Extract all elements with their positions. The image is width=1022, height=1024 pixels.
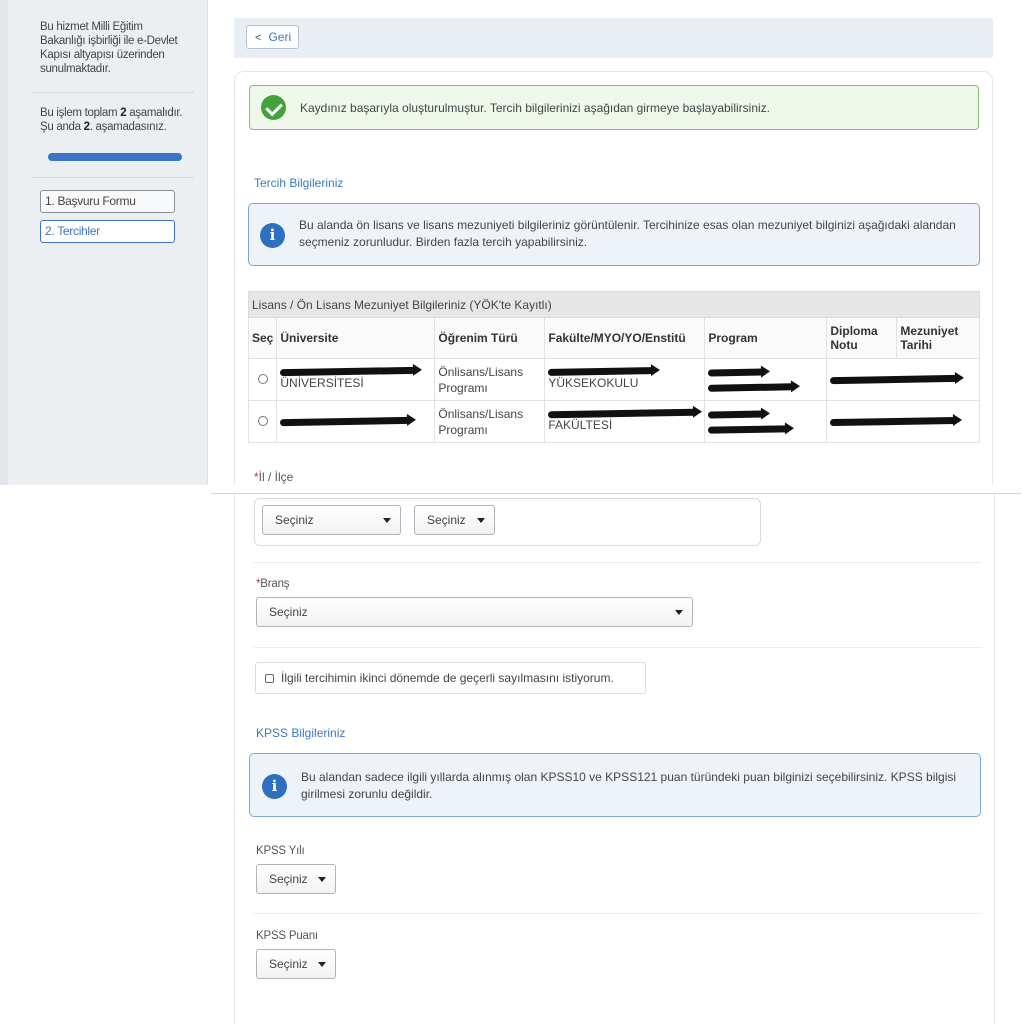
breadcrumb-bar: [234, 18, 993, 58]
step-basvuru-formu[interactable]: 1. Başvuru Formu: [40, 190, 175, 213]
check-circle-icon: [261, 95, 286, 120]
tercih-info-text: Bu alanda ön lisans ve lisans mezuniyeti bilgileriniz görüntülenir. Tercihinize esas olan mezuniyet bilginizi aşağıdaki alandan seçmeniz zorunludur. Birden fazla tercih yapabilirsiniz.: [299, 218, 956, 249]
table-caption: Lisans / Ön Lisans Mezuniyet Bilgileriniz (YÖK'te Kayıtlı): [249, 292, 980, 318]
redaction-mark: [708, 410, 766, 418]
left-edge: [0, 0, 8, 485]
info-icon: i: [262, 774, 287, 799]
step-tercihler[interactable]: 2. Tercihler: [40, 220, 175, 243]
redaction-mark: [280, 417, 412, 426]
info-icon: i: [260, 223, 285, 248]
col-header: Mezuniyet Tarihi: [897, 318, 980, 359]
redaction-mark: [708, 368, 766, 376]
caret-down-icon: [477, 518, 485, 523]
tercih-info-box: [248, 203, 980, 266]
universite-cell: ÜNİVERSİTESİ: [280, 376, 364, 390]
top-screenshot: [0, 0, 1022, 485]
redaction-mark: [280, 367, 418, 376]
ogrenim-cell: Önlisans/Lisans Programı: [435, 359, 545, 401]
brans-select[interactable]: Seçiniz: [256, 597, 693, 627]
caret-down-icon: [318, 877, 326, 882]
fakulte-cell: FAKÜLTESİ: [548, 418, 613, 432]
redaction-mark: [708, 383, 796, 392]
graduation-table: [248, 291, 980, 443]
redaction-mark: [830, 375, 960, 384]
col-header: Diploma Notu: [827, 318, 897, 359]
fakulte-cell: YÜKSEKOKULU: [548, 376, 639, 390]
success-message: Kaydınız başarıyla oluşturulmuştur. Tercih bilgilerinizi aşağıdan girmeye başlayabilirsiniz.: [300, 101, 770, 115]
ilce-select[interactable]: Seçiniz: [414, 505, 495, 535]
kpss-section-title: KPSS Bilgileriniz: [256, 726, 346, 740]
divider: [254, 562, 982, 563]
second-term-option: [255, 662, 646, 694]
redaction-mark: [548, 367, 656, 376]
sidebar-divider: [32, 177, 194, 178]
redaction-mark: [548, 409, 698, 419]
kpss-year-select[interactable]: Seçiniz: [256, 864, 336, 894]
caret-down-icon: [675, 610, 683, 615]
il-select[interactable]: Seçiniz: [262, 505, 401, 535]
select-radio[interactable]: [258, 374, 268, 384]
table-row: [249, 359, 980, 401]
divider: [254, 647, 982, 648]
kpss-score-select[interactable]: Seçiniz: [256, 949, 336, 979]
table-row: [249, 401, 980, 443]
tercih-section-title: Tercih Bilgileriniz: [254, 176, 344, 190]
brans-label: *Branş: [256, 578, 290, 590]
success-alert: [249, 85, 979, 130]
progress-text: Bu işlem toplam 2 aşamalıdır. Şu anda 2. aşamadasınız.: [40, 107, 183, 133]
il-ilce-label: *İl / İlçe: [254, 470, 294, 484]
select-radio[interactable]: [258, 416, 268, 426]
col-header: Seç: [249, 318, 277, 359]
ogrenim-cell: Önlisans/Lisans Programı: [435, 401, 545, 443]
redaction-mark: [830, 417, 958, 426]
second-term-checkbox[interactable]: [265, 674, 274, 683]
second-term-label: İlgili tercihimin ikinci dönemde de geçerli sayılmasını istiyorum.: [281, 671, 614, 685]
redaction-mark: [708, 425, 790, 433]
back-button[interactable]: < Geri: [246, 25, 299, 49]
kpss-info-box: [249, 753, 981, 817]
col-header: Öğrenim Türü: [435, 318, 545, 359]
caret-down-icon: [383, 518, 391, 523]
caret-down-icon: [318, 962, 326, 967]
service-note: Bu hizmet Milli Eğitim Bakanlığı işbirliği ile e-Devlet Kapısı altyapısı üzerinden sunulmaktadır.: [40, 21, 178, 75]
kpss-info-text: Bu alandan sadece ilgili yıllarda alınmış olan KPSS10 ve KPSS121 puan türündeki puan bilginizi seçebilirsiniz. KPSS bilgisi girilmesi zorunlu değildir.: [301, 770, 957, 801]
sidebar-divider: [32, 92, 194, 93]
col-header: Program: [705, 318, 827, 359]
col-header: Fakülte/MYO/YO/Enstitü: [545, 318, 705, 359]
kpss-score-label: KPSS Puanı: [256, 930, 318, 942]
col-header: Üniversite: [277, 318, 435, 359]
chevron-left-icon: <: [255, 32, 262, 44]
divider: [254, 913, 982, 914]
kpss-year-label: KPSS Yılı: [256, 845, 305, 857]
progress-bar: [48, 153, 182, 161]
